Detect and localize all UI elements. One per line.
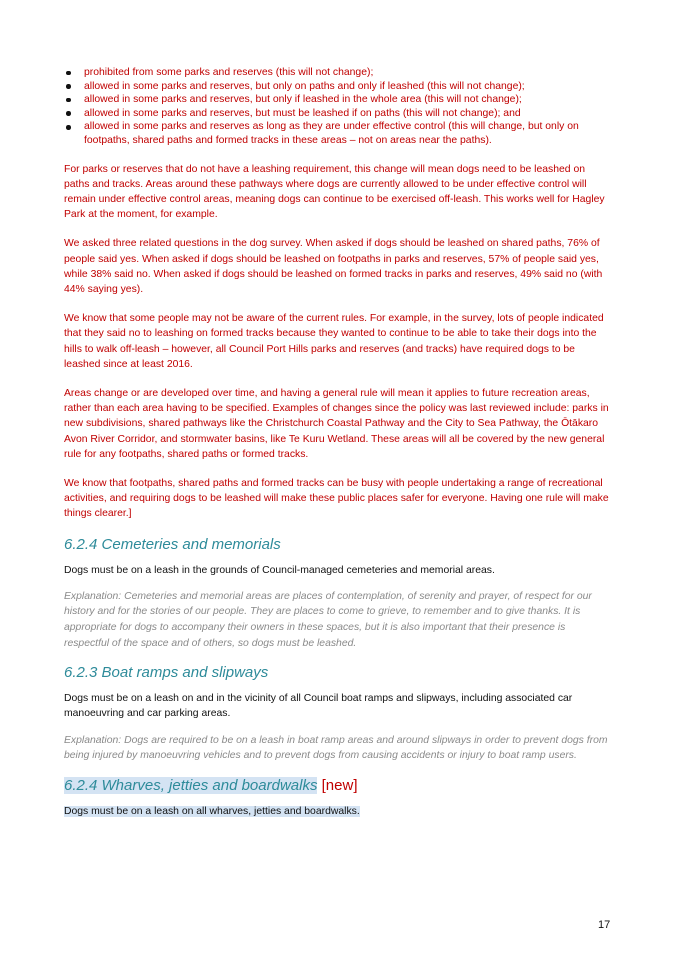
bullet-icon xyxy=(66,98,71,103)
paragraph-future-areas: Areas change or are developed over time, and having a general rule will mean it applies to future recreation areas, rather than each area having to be specified. Examples of changes since the policy was last reviewed include: parks in new subdivisions, shared pathways like the Christchurch Coastal Pathway and the City to Sea Pathway, the Ōtākaro Avon River Corridor, and stormwater basins, like Te Kuru Wetland. These areas will all be covered by the new general rule for any footpaths, shared paths or formed tracks. xyxy=(64,388,609,460)
section-heading-boat-ramps: 6.2.3 Boat ramps and slipways xyxy=(64,664,269,682)
paragraph-safety: We know that footpaths, shared paths and formed tracks can be busy with people undertaking a range of recreational activities, and requiring dogs to be leashed will make these public places safer for everyone. Having one rule will make things clearer.] xyxy=(64,478,609,520)
list-item: allowed in some parks and reserves, but only if leashed in the whole area (this will not change); xyxy=(64,93,612,107)
bullet-icon xyxy=(66,125,71,130)
paragraph-survey-results: We asked three related questions in the dog survey. When asked if dogs should be leashed on shared paths, 76% of people said yes. When asked if dogs should be leashed on footpaths in parks and reserves, 57% of people said yes, while 38% said no. When asked if dogs should be leashed on formed tracks in parks and reserves, 49% said no (with 44% saying yes). xyxy=(64,238,603,295)
explanation-cemeteries: Explanation: Cemeteries and memorial areas are places of contemplation, of serenity and prayer, of respect for our history and for the stories of our people. They are places to come to grieve, to remember and to give thanks. It is appropriate for dogs to accompany their owners in these spaces, but it is also important that their presence is respectful of the space and of others, so dogs must be leashed. xyxy=(64,590,592,649)
section-heading-wharves xyxy=(64,776,612,795)
highlighted-heading-text: 6.2.4 Wharves, jetties and boardwalks xyxy=(64,776,318,794)
list-item: prohibited from some parks and reserves (this will not change); xyxy=(64,66,612,80)
bullet-icon xyxy=(66,111,71,116)
page-content xyxy=(64,66,612,819)
rule-wharves xyxy=(64,804,612,819)
bullet-icon xyxy=(66,84,71,89)
paragraph-current-rules: We know that some people may not be aware of the current rules. For example, in the survey, lots of people indicated that they said no to leashing on formed tracks because they wanted to continue to be able to take their dogs into the hills to walk off-leash – however, all Council Port Hills parks and reserves (and tracks) have required dogs to be leashed since at least 2016. xyxy=(64,313,604,370)
rule-cemeteries: Dogs must be on a leash in the grounds of Council-managed cemeteries and memorial areas. xyxy=(64,564,495,576)
list-item: allowed in some parks and reserves, but only on paths and only if leashed (this will not change); xyxy=(64,80,612,94)
bullet-icon xyxy=(66,71,71,76)
page-number: 17 xyxy=(598,919,611,931)
bullet-list xyxy=(64,66,612,148)
highlighted-rule-text: Dogs must be on a leash on all wharves, jetties and boardwalks. xyxy=(64,805,360,817)
new-tag: [new] xyxy=(321,776,358,794)
rule-boat-ramps: Dogs must be on a leash on and in the vicinity of all Council boat ramps and slipways, including associated car manoeuvring and car parking areas. xyxy=(64,693,573,720)
section-heading-cemeteries: 6.2.4 Cemeteries and memorials xyxy=(64,535,281,553)
explanation-boat-ramps: Explanation: Dogs are required to be on a leash in boat ramp areas and around slipways in order to prevent dogs from being injured by manoeuvring vehicles and to prevent dogs from causing accidents or injury to boat ramp users. xyxy=(64,734,608,762)
list-item: allowed in some parks and reserves as long as they are under effective control (this will change, but only on footpaths, shared paths and formed tracks in these areas – not on areas near the paths). xyxy=(64,120,612,147)
paragraph-leashing-change: For parks or reserves that do not have a leashing requirement, this change will mean dogs need to be leashed on paths and tracks. Areas around these pathways where dogs are currently allowed to be under effective control will remain under effective control areas, meaning dogs can continue to be exercised off-leash. This works well for Hagley Park at the moment, for example. xyxy=(64,163,605,221)
list-item: allowed in some parks and reserves, but must be leashed if on paths (this will not change); and xyxy=(64,107,612,121)
